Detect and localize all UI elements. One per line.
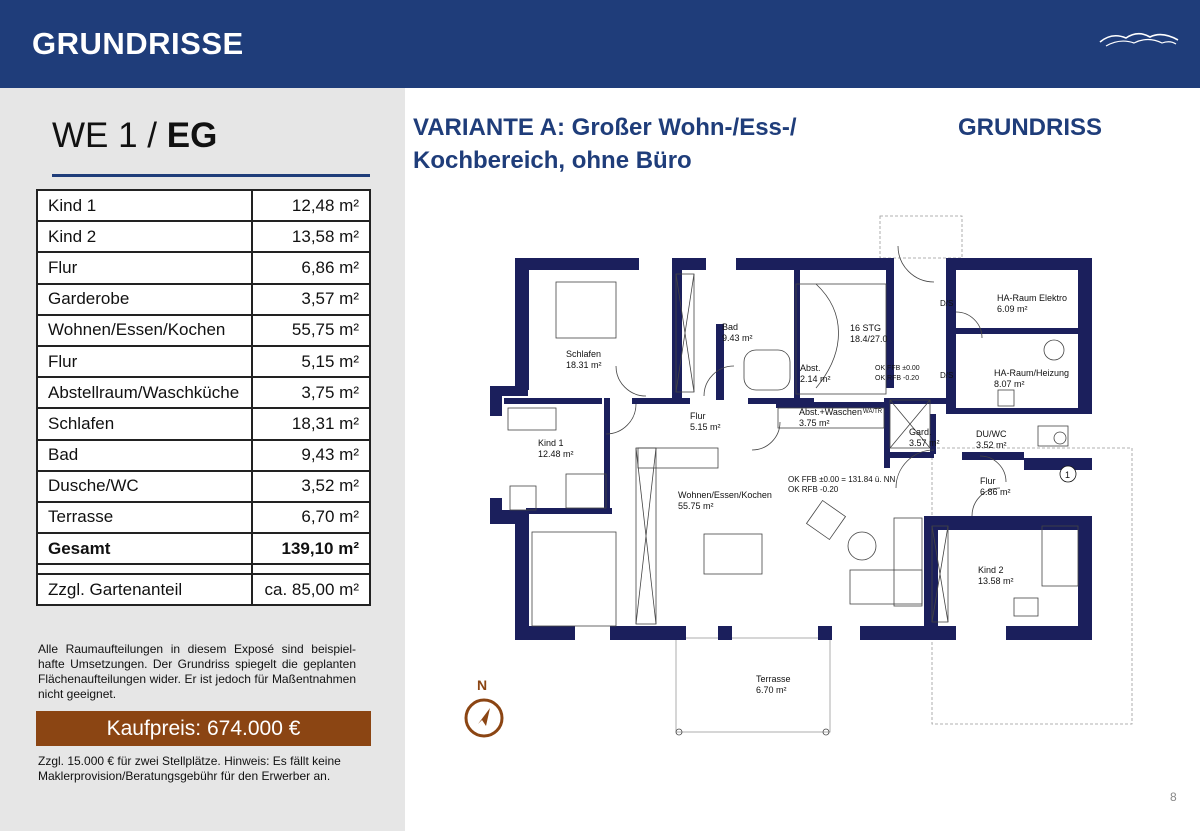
room-area: 13,58 m² bbox=[252, 221, 370, 252]
total-row bbox=[37, 533, 370, 564]
room-area: 12,48 m² bbox=[252, 190, 370, 221]
label-kind-1: Kind 1 bbox=[538, 438, 564, 448]
label-wohnen: Wohnen/Essen/Kochen bbox=[678, 490, 772, 500]
label-abst-area: 2.14 m² bbox=[800, 374, 831, 384]
table-row bbox=[37, 471, 370, 502]
label-gard-area: 3.57 m² bbox=[909, 438, 940, 448]
room-area: 18,31 m² bbox=[252, 408, 370, 439]
room-name: Garderobe bbox=[37, 284, 252, 315]
room-name: Flur bbox=[37, 346, 252, 377]
header-title: GRUNDRISSE bbox=[32, 26, 244, 61]
table-row bbox=[37, 221, 370, 252]
label-flur-2: Flur bbox=[980, 476, 996, 486]
label-abst-waschen-area: 3.75 m² bbox=[799, 418, 830, 428]
room-name: Flur bbox=[37, 252, 252, 283]
label-wa-tr: WA/TR bbox=[863, 409, 883, 415]
room-name: Schlafen bbox=[37, 408, 252, 439]
table-spacer bbox=[37, 564, 370, 574]
garden-label: Zzgl. Gartenanteil bbox=[37, 574, 252, 605]
garden-terrace-outline bbox=[932, 448, 1132, 724]
total-label: Gesamt bbox=[37, 533, 252, 564]
label-flur-2-area: 6.86 m² bbox=[980, 487, 1011, 497]
unit-title bbox=[52, 116, 217, 156]
disclaimer-text: Alle Raumaufteilungen in diesem Exposé sind beispiel-hafte Umsetzungen. Der Grundriss spiegelt die geplanten Flächenaufteilungen wider. Er ist jedoch für Maßentnahmen nicht geeignet. bbox=[38, 642, 356, 701]
unit-title-main: WE 1 / bbox=[52, 116, 167, 155]
label-flur-1-area: 5.15 m² bbox=[690, 422, 721, 432]
garden-area: ca. 85,00 m² bbox=[252, 574, 370, 605]
table-row bbox=[37, 502, 370, 533]
room-name: Abstellraum/Waschküche bbox=[37, 377, 252, 408]
room-area: 3,75 m² bbox=[252, 377, 370, 408]
room-name: Terrasse bbox=[37, 502, 252, 533]
title-underline bbox=[52, 174, 370, 177]
label-abst-waschen: Abst.+Waschen bbox=[799, 407, 862, 417]
floor-plan-drawing bbox=[486, 212, 1146, 752]
label-ok-ffb-nn: OK FFB ±0.00 = 131.84 ü. NN bbox=[788, 475, 896, 484]
label-ha-heizung-area: 8.07 m² bbox=[994, 379, 1025, 389]
table-row bbox=[37, 440, 370, 471]
label-ds-1: D/S bbox=[940, 299, 954, 308]
compass-icon bbox=[462, 674, 508, 744]
compass-needle bbox=[478, 708, 490, 726]
page-header bbox=[0, 0, 1200, 88]
label-duwc-area: 3.52 m² bbox=[976, 440, 1007, 450]
terrace-outline bbox=[676, 638, 830, 732]
room-area: 6,86 m² bbox=[252, 252, 370, 283]
variant-title-line1: VARIANTE A: Großer Wohn-/Ess-/ bbox=[413, 114, 797, 141]
unit-title-floor: EG bbox=[166, 116, 218, 155]
room-name: Wohnen/Essen/Kochen bbox=[37, 315, 252, 346]
label-bad-area: 9.43 m² bbox=[722, 333, 753, 343]
room-area: 3,52 m² bbox=[252, 471, 370, 502]
label-ha-elektro-area: 6.09 m² bbox=[997, 304, 1028, 314]
label-ok-rfb-2: OK RFB -0.20 bbox=[788, 485, 839, 494]
label-ha-elektro: HA-Raum Elektro bbox=[997, 293, 1068, 303]
table-row bbox=[37, 315, 370, 346]
label-gard: Gard. bbox=[909, 427, 932, 437]
label-terrasse: Terrasse bbox=[756, 674, 791, 684]
price-note: Zzgl. 15.000 € für zwei Stellplätze. Hinweis: Es fällt keine Maklerprovision/Beratungsgebühr für den Erwerber an. bbox=[38, 754, 341, 783]
room-area: 6,70 m² bbox=[252, 502, 370, 533]
label-abst: Abst. bbox=[800, 363, 821, 373]
room-name: Dusche/WC bbox=[37, 471, 252, 502]
label-stg-dim: 18.4/27.0 bbox=[850, 334, 888, 344]
variant-title-line2: Kochbereich, ohne Büro bbox=[413, 147, 692, 174]
total-area: 139,10 m² bbox=[252, 533, 370, 564]
label-schlafen: Schlafen bbox=[566, 349, 602, 359]
label-ds-2: D/S bbox=[940, 371, 954, 380]
entry-canopy bbox=[880, 216, 962, 258]
room-area: 9,43 m² bbox=[252, 440, 370, 471]
table-row bbox=[37, 377, 370, 408]
label-kind-1-area: 12.48 m² bbox=[538, 449, 574, 459]
label-schlafen-area: 18.31 m² bbox=[566, 360, 602, 370]
label-ok-ffb: OK FFB ±0.00 bbox=[875, 365, 920, 372]
unit-marker-label: 1 bbox=[1065, 470, 1071, 480]
label-flur-1: Flur bbox=[690, 411, 706, 421]
mountain-logo-icon bbox=[1098, 28, 1180, 52]
room-area-table bbox=[36, 189, 371, 606]
label-stg: 16 STG bbox=[850, 323, 882, 333]
room-name: Kind 2 bbox=[37, 221, 252, 252]
table-row bbox=[37, 408, 370, 439]
label-ha-heizung: HA-Raum/Heizung bbox=[994, 368, 1070, 378]
room-area: 5,15 m² bbox=[252, 346, 370, 377]
compass-letter: N bbox=[477, 677, 488, 693]
table-row bbox=[37, 252, 370, 283]
room-name: Kind 1 bbox=[37, 190, 252, 221]
label-terrasse-area: 6.70 m² bbox=[756, 685, 787, 695]
label-bad: Bad bbox=[722, 322, 739, 332]
room-area: 3,57 m² bbox=[252, 284, 370, 315]
variant-title bbox=[413, 111, 893, 177]
label-duwc: DU/WC bbox=[976, 429, 1007, 439]
floor-plan bbox=[486, 212, 1146, 752]
label-kind-2: Kind 2 bbox=[978, 565, 1004, 575]
table-row bbox=[37, 284, 370, 315]
label-wohnen-area: 55.75 m² bbox=[678, 501, 714, 511]
room-area: 55,75 m² bbox=[252, 315, 370, 346]
room-name: Bad bbox=[37, 440, 252, 471]
table-row bbox=[37, 190, 370, 221]
table-row bbox=[37, 346, 370, 377]
page-number: 8 bbox=[1170, 790, 1177, 804]
price-banner: Kaufpreis: 674.000 € bbox=[36, 711, 371, 746]
label-ok-rfb: OK RFB -0.20 bbox=[875, 375, 919, 382]
label-kind-2-area: 13.58 m² bbox=[978, 576, 1014, 586]
garden-row bbox=[37, 574, 370, 605]
plan-label: GRUNDRISS bbox=[958, 114, 1103, 141]
